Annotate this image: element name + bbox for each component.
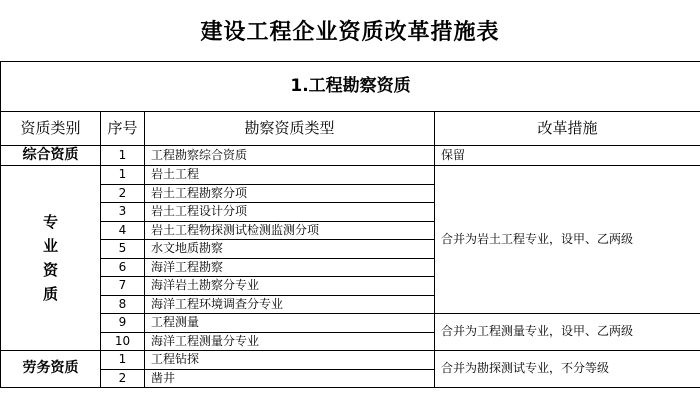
- row-number: 2: [101, 184, 145, 203]
- measure-labor: 合并为勘探测试专业，不分等级: [435, 351, 700, 388]
- row-type: 岩土工程设计分项: [145, 203, 435, 222]
- category-char: 质: [42, 285, 58, 303]
- category-comprehensive: 综合资质: [1, 146, 101, 166]
- row-type: 岩土工程物探测试检测监测分项: [145, 221, 435, 240]
- measure-geotechnical: 合并为岩土工程专业，设甲、乙两级: [435, 166, 700, 314]
- row-type: 工程勘察综合资质: [145, 146, 435, 166]
- row-number: 8: [101, 295, 145, 314]
- table-row: [1, 351, 700, 370]
- row-number: 10: [101, 332, 145, 351]
- category-labor: 劳务资质: [1, 351, 101, 388]
- row-type: 海洋工程勘察: [145, 258, 435, 277]
- row-type: 水文地质勘察: [145, 240, 435, 259]
- category-professional: [1, 166, 101, 351]
- row-type: 海洋工程测量分专业: [145, 332, 435, 351]
- row-type: 凿井: [145, 369, 435, 388]
- table-row: [1, 166, 700, 185]
- table-row: [1, 314, 700, 333]
- row-type: 岩土工程: [145, 166, 435, 185]
- row-measure: 保留: [435, 146, 700, 166]
- row-number: 3: [101, 203, 145, 222]
- header-category: 资质类别: [1, 112, 101, 146]
- row-number: 4: [101, 221, 145, 240]
- row-number: 9: [101, 314, 145, 333]
- measure-surveying: 合并为工程测量专业，设甲、乙两级: [435, 314, 700, 351]
- table-row: [1, 146, 700, 166]
- row-number: 1: [101, 146, 145, 166]
- row-type: 岩土工程勘察分项: [145, 184, 435, 203]
- row-number: 1: [101, 166, 145, 185]
- row-number: 2: [101, 369, 145, 388]
- row-number: 7: [101, 277, 145, 296]
- header-number: 序号: [101, 112, 145, 146]
- row-type: 工程测量: [145, 314, 435, 333]
- row-type: 海洋岩土勘察分专业: [145, 277, 435, 296]
- section-row: [1, 62, 700, 112]
- header-type: 勘察资质类型: [145, 112, 435, 146]
- row-number: 1: [101, 351, 145, 370]
- header-row: [1, 112, 700, 146]
- header-measure: 改革措施: [435, 112, 700, 146]
- row-number: 6: [101, 258, 145, 277]
- row-type: 海洋工程环境调查分专业: [145, 295, 435, 314]
- row-number: 5: [101, 240, 145, 259]
- section-title: 1.工程勘察资质: [1, 62, 700, 112]
- reform-table: [0, 61, 700, 388]
- category-char: 专: [42, 213, 58, 231]
- row-type: 工程钻探: [145, 351, 435, 370]
- category-char: 业: [42, 237, 58, 255]
- page-title: 建设工程企业资质改革措施表: [200, 19, 500, 45]
- category-char: 资: [42, 261, 58, 279]
